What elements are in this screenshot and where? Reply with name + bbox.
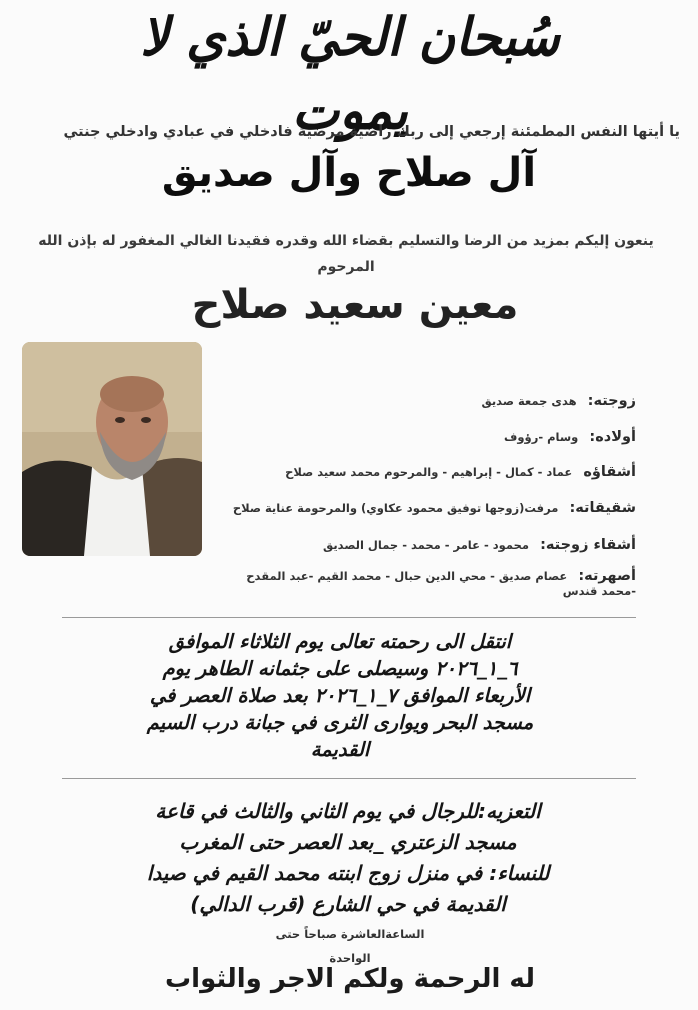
quran-verse: يا أيتها النفس المطمئنة إرجعي إلى ربك راضية مرضية فادخلي في عبادي وادخلي جنتي (63, 124, 680, 140)
announcement (26, 228, 666, 280)
relative-row-brothers (226, 461, 636, 480)
closing-prayer: له الرحمة ولكم الاجر والثواب (165, 964, 535, 994)
relative-value: محمود - عامر - محمد - جمال الصديق (323, 538, 529, 552)
death-notice-line-2: ٦_١_٢٠٢٦ وسيصلى على جثمانه الطاهر يوم (162, 657, 518, 680)
relative-label: زوجته: (587, 393, 636, 409)
death-notice-line-4: مسجد البحر ويوارى الثرى في جبانة درب السيم (146, 711, 534, 734)
relative-row-wife-brothers (226, 534, 636, 553)
condolences-line-1: التعزيه:للرجال في يوم الثاني والثالث في قاعة (155, 799, 541, 823)
condolences-line-3: للنساء: في منزل زوج ابنته محمد القيم في صيدا (146, 861, 550, 885)
visiting-time (220, 922, 480, 970)
relative-value: مرفت(زوجها توفيق محمود عكاوي) والمرحومة عناية صلاح (232, 501, 559, 515)
family-title: آل صلاح وآل صديق (161, 150, 537, 196)
death-notice-line-5: القديمة (310, 738, 370, 761)
announcement-line-2: المرحوم (317, 259, 375, 275)
condolences-line-2: مسجد الزعتري _بعد العصر حتى المغرب (179, 830, 517, 854)
relative-label: أصهرته: (578, 568, 636, 584)
condolences-line-4: القديمة في حي الشارع (قرب الدالي) (190, 892, 506, 916)
visiting-time-line-1: الساعةالعاشرة صباحاً حتى (275, 927, 425, 941)
relative-value: عماد - كمال - إبراهيم - والمرحوم محمد سعيد صلاح (285, 465, 573, 479)
portrait-illustration (22, 342, 202, 556)
relative-label: أشقاء زوجته: (540, 537, 636, 553)
death-notice-line-1: انتقل الى رحمته تعالى يوم الثلاثاء الموافق (168, 630, 512, 653)
relative-label: أشقاؤه (583, 464, 636, 480)
death-notice-line-3: الأربعاء الموافق ٧_١_٢٠٢٦ بعد صلاة العصر في (149, 684, 531, 707)
relative-row-children (226, 426, 636, 445)
deceased-name: معين سعيد صلاح (191, 282, 519, 328)
death-notice (100, 628, 580, 763)
relative-value: هدى جمعة صديق (481, 394, 577, 408)
divider-bottom (62, 778, 636, 779)
relative-value: عصام صديق - محي الدين حبال - محمد القيم -عبد المقدح -محمد قندس (246, 569, 636, 598)
header-calligraphy: سُبحان الحيّ الذي لا يموت (140, 5, 560, 141)
divider-top (62, 617, 636, 618)
relative-value: وسام -رؤوف (504, 430, 579, 444)
condolences (88, 796, 608, 920)
announcement-line-1: ينعون إليكم بمزيد من الرضا والتسليم بقضاء الله وقدره فقيدنا الغالي المغفور له بإذن الله (38, 233, 654, 249)
relative-row-wife (226, 390, 636, 409)
relative-label: شقيقاته: (569, 500, 636, 516)
relative-row-in-laws (236, 568, 636, 598)
relative-label: أولاده: (589, 429, 636, 445)
visiting-time-line-2: الواحدة (329, 951, 371, 965)
relative-row-sisters (226, 497, 636, 516)
deceased-photo (22, 342, 202, 556)
